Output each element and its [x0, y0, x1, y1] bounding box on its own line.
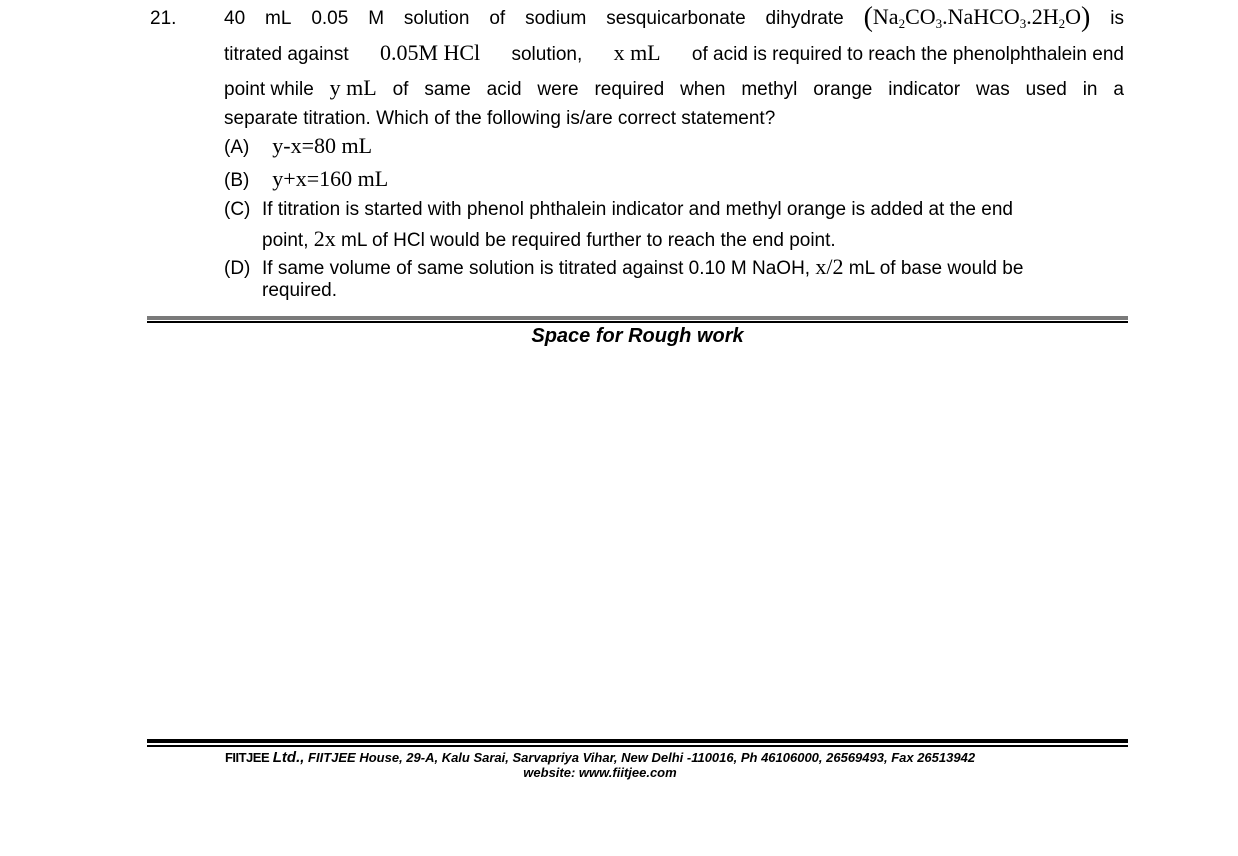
- rough-work-heading: Space for Rough work: [531, 325, 744, 347]
- option-b-label: (B): [224, 170, 250, 191]
- question-number: 21.: [150, 8, 177, 29]
- question-line-1: [224, 2, 1124, 34]
- question-line3-word: acid: [486, 79, 522, 100]
- chemical-formula: [864, 2, 1091, 34]
- formula-nahco-sub: 3: [1019, 16, 1027, 31]
- option-a-text: y-x=80 mL: [272, 133, 373, 158]
- option-d: [224, 254, 1023, 280]
- question-line3-word: was: [975, 79, 1010, 100]
- option-d-x-half-math: x/2: [815, 254, 844, 279]
- question-line3-word: same: [424, 79, 471, 100]
- option-c-line2-text-b: mL of HCl would be required further to reach the end point.: [341, 230, 836, 251]
- option-c: [224, 199, 1013, 221]
- question-line-4: separate titration. Which of the following is/are correct statement?: [224, 108, 776, 129]
- option-c-line2-text-a: point,: [262, 230, 309, 251]
- question-line3-word: indicator: [888, 79, 961, 100]
- question-line1-word: M: [368, 8, 385, 29]
- formula-na-sub: 2: [898, 16, 906, 31]
- formula-co-sub: 3: [935, 16, 943, 31]
- question-line2-text-c: of acid is required to reach the phenolphthalein end: [691, 44, 1124, 65]
- section-divider-thick: [147, 316, 1128, 320]
- formula-na: Na: [872, 4, 899, 29]
- option-b-text: y+x=160 mL: [272, 166, 389, 191]
- option-c-2x-math: 2x: [313, 226, 336, 251]
- question-line3-word: methyl: [741, 79, 798, 100]
- question-line1-word: mL: [265, 8, 292, 29]
- option-c-line1: If titration is started with phenol phthalein indicator and methyl orange is added at the end: [262, 199, 1013, 220]
- footer-address-line: [147, 750, 1053, 765]
- footer-website: website: www.fiitjee.com: [523, 765, 677, 780]
- question-line-3: [224, 75, 1124, 101]
- option-a-label: (A): [224, 137, 250, 158]
- question-line1-word: 0.05: [311, 8, 349, 29]
- formula-open-paren: (: [863, 2, 873, 33]
- question-line3-word: required: [594, 79, 665, 100]
- question-line3-word: used: [1025, 79, 1067, 100]
- question-line1-word: solution: [403, 8, 470, 29]
- question-line1-word: sodium: [525, 8, 587, 29]
- question-line2-text-b: solution,: [511, 44, 583, 65]
- option-d-continuation: required.: [262, 280, 337, 301]
- volume-y-math: y mL: [329, 75, 377, 100]
- option-b: [224, 166, 388, 192]
- question-line1-word: dihydrate: [765, 8, 844, 29]
- option-d-label: (D): [224, 258, 251, 279]
- formula-h-sub: 2: [1058, 16, 1066, 31]
- question-line3-word: a: [1113, 79, 1124, 100]
- footer-divider-thick: [147, 739, 1128, 743]
- question-line3-text-a: point while: [224, 79, 314, 100]
- footer-brand: FIITJEE: [224, 750, 270, 765]
- footer-divider-thin: [147, 745, 1128, 747]
- option-a: [224, 133, 372, 159]
- question-line1-word: 40: [224, 8, 246, 29]
- question-line3-word: orange: [813, 79, 873, 100]
- option-d-line1-text-a: If same volume of same solution is titrated against 0.10 M NaOH,: [262, 258, 811, 279]
- formula-o: O: [1065, 4, 1082, 29]
- formula-co: CO: [905, 4, 936, 29]
- option-c-label: (C): [224, 199, 251, 220]
- question-line1-word: of: [489, 8, 506, 29]
- question-line3-word: were: [537, 79, 579, 100]
- volume-x-math: x mL: [613, 40, 661, 65]
- question-line3-word: in: [1082, 79, 1098, 100]
- formula-nahco: .NaHCO: [942, 4, 1020, 29]
- question-line3-word: when: [680, 79, 726, 100]
- section-divider-thin: [147, 321, 1128, 323]
- formula-h: .2H: [1026, 4, 1059, 29]
- footer-ltd: Ltd.,: [272, 749, 305, 766]
- question-line1-word: sesquicarbonate: [606, 8, 746, 29]
- footer: [147, 750, 1053, 780]
- formula-close-paren: ): [1081, 2, 1091, 33]
- question-line2-text-a: titrated against: [224, 44, 349, 65]
- footer-address: FIITJEE House, 29-A, Kalu Sarai, Sarvapriya Vihar, New Delhi -110016, Ph 46106000, 26569493, Fax 26513942: [308, 750, 976, 765]
- question-line1-end: is: [1110, 8, 1124, 29]
- option-d-line1-text-b: mL of base would be: [848, 258, 1024, 279]
- question-line3-word: of: [392, 79, 409, 100]
- question-line-2: [224, 40, 1124, 66]
- acid-concentration-math: 0.05M HCl: [379, 40, 481, 65]
- option-c-continuation: [262, 226, 836, 252]
